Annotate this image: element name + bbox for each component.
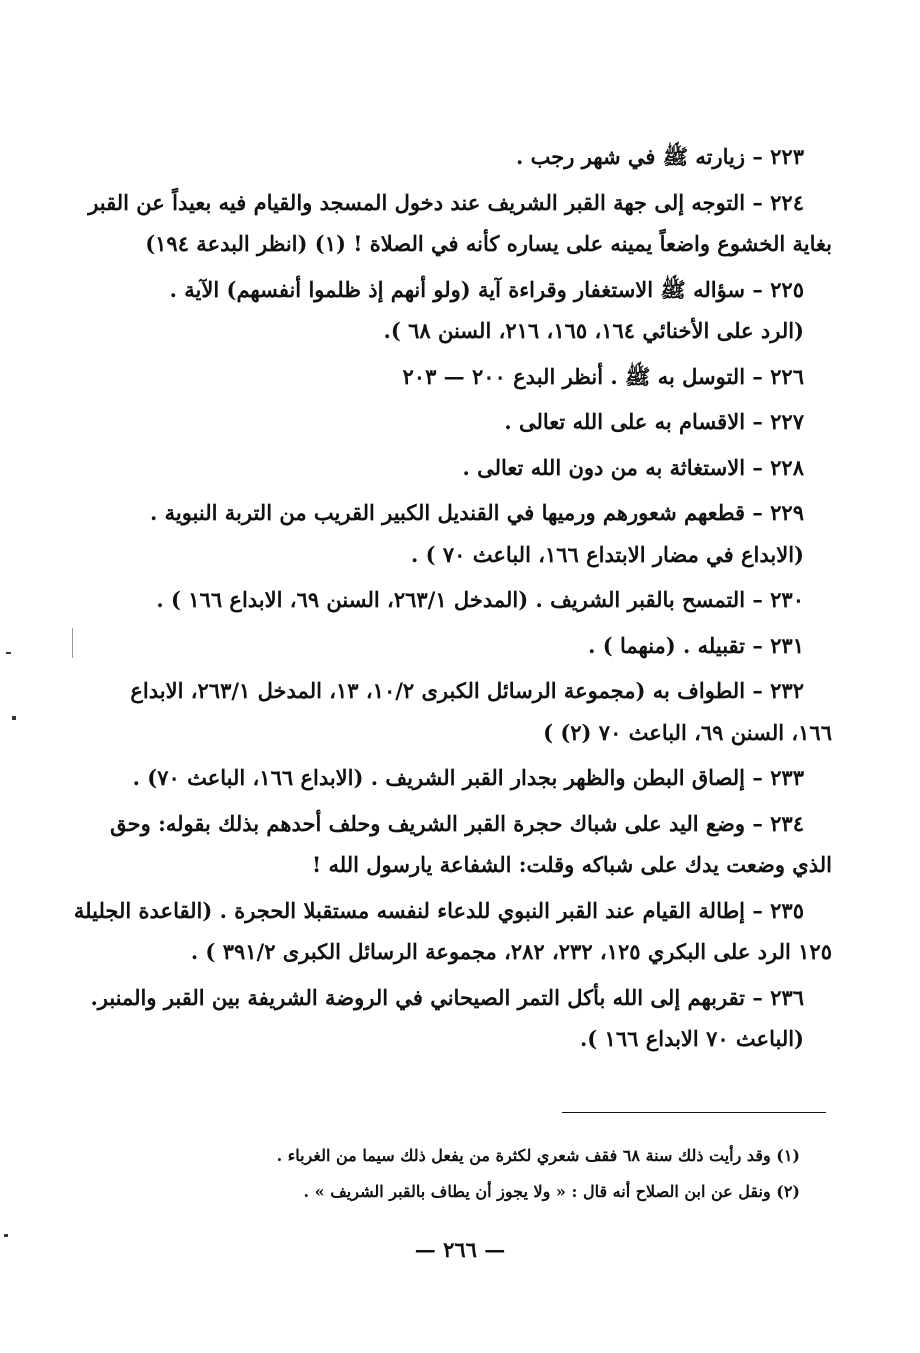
entry-227 [92,401,832,443]
footnote-1: (١) وقد رأيت ذلك سنة ٦٨ فقف شعري لكثرة من يفعل ذلك سيما من الغرباء . [276,1146,800,1165]
entry-236 [92,977,832,1060]
scan-speck [6,652,11,654]
entry-231 [92,625,832,667]
scan-speck [12,716,16,720]
entry-224 [88,182,832,265]
entry-233 [92,757,832,799]
entry-line: ٢٢٥ – سؤاله ﷺ الاستغفار وقراءة آية (ولو أنهم إذ ظلموا أنفسهم) الآية . [169,276,804,302]
entry-line: ١٢٥ الرد على البكري ١٢٥، ٢٣٢، ٢٨٢، مجموعة الرسائل الكبرى ٣٩١/٢ ) . [190,939,832,964]
entry-232 [92,670,832,753]
entry-line: ٢٢٩ – قطعهم شعورهم ورميها في القنديل الكبير القريب من التربة النبوية . [149,500,804,525]
scan-speck [72,628,73,658]
entry-226 [92,356,832,398]
entry-line: بغاية الخشوع واضعاً يمينه على يساره كأنه في الصلاة ! (١) (انظر البدعة ١٩٤) [145,231,832,256]
entry-line: ٢٣٢ – الطواف به (مجموعة الرسائل الكبرى ١٠/٢، ١٣، المدخل ٢٦٣/١، الابداع [130,678,804,703]
entry-line: ٢٢٦ – التوسل به ﷺ . أنظر البدع ٢٠٠ — ٢٠٣ [402,363,804,389]
entry-229 [92,492,832,575]
entry-228 [92,447,832,489]
main-text [73,136,832,1064]
entry-line: ٢٣٥ – إطالة القيام عند القبر النبوي للدعاء لنفسه مستقبلا الحجرة . (القاعدة الجليلة [73,897,804,923]
entry-line: ٢٢٧ – الاقسام به على الله تعالى . [504,409,804,434]
entry-line: (الباعث ٧٠ الابداع ١٦٦ ). [579,1026,804,1051]
entry-line: ٢٣٦ – تقربهم إلى الله بأكل التمر الصيحاني في الروضة الشريفة بين القبر والمنبر. [90,984,804,1010]
entry-line: (الرد على الأخنائي ١٦٤، ١٦٥، ٢١٦، السنن ٦٨ ). [383,318,804,343]
footnote-2: (٢) ونقل عن ابن الصلاح أنه قال : « ولا يجوز أن يطاف بالقبر الشريف » . [303,1182,800,1201]
entry-223 [92,136,832,178]
entry-line: ٢٢٣ – زيارته ﷺ في شهر رجب . [516,144,804,169]
scan-speck [4,1234,8,1237]
footnote-divider [562,1112,826,1113]
entry-225 [92,269,832,352]
entry-line: ٢٢٨ – الاستغاثة به من دون الله تعالى . [462,454,804,480]
entry-line: ١٦٦، السنن ٦٩، الباعث ٧٠ (٢) ) [543,719,832,745]
entry-line: الذي وضعت يدك على شباكه وقلت: الشفاعة يارسول الله ! [312,852,832,877]
entry-line: ٢٣٣ – إلصاق البطن والظهر بجدار القبر الشريف . (الابداع ١٦٦، الباعث ٧٠) . [132,765,804,790]
entry-line: ٢٣٠ – التمسح بالقبر الشريف . (المدخل ٢٦٣/١، السنن ٦٩، الابداع ١٦٦ ) . [156,587,804,612]
entry-235 [73,890,832,973]
entry-line: ٢٣١ – تقبيله . (منهما ) . [588,632,804,658]
page-number: — ٢٦٦ — [414,1237,506,1262]
entry-230 [92,579,832,621]
entry-234 [92,803,832,886]
footnotes [200,1138,800,1210]
entry-line: (الابداع في مضار الابتداع ١٦٦، الباعث ٧٠ ) . [411,541,804,567]
entry-line: ٢٢٤ – التوجه إلى جهة القبر الشريف عند دخول المسجد والقيام فيه بعيداً عن القبر [88,189,804,215]
entry-line: ٢٣٤ – وضع اليد على شباك حجرة القبر الشريف وحلف أحدهم بذلك بقوله: وحق [110,810,804,836]
